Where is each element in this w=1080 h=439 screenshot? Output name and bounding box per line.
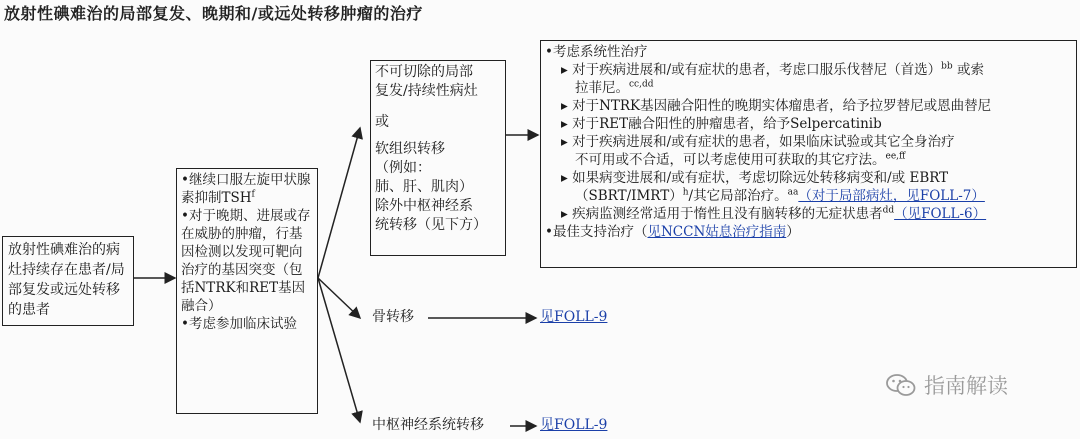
arrow-to-cns (318, 278, 360, 422)
treatment-item-other-therapy: ▸ 对于疾病进展和/或有症状的患者，如果临床试验或其它全身治疗 不可用或不合适，可以考虑使用可获取的其它疗法。$^{ee,ff}$ (561, 134, 955, 168)
treatment-supportive-care: •最佳支持治疗（见NCCN姑息治疗指南） (545, 224, 800, 240)
management-item-gene-testing: •对于晚期、进展或存在威胁的肿瘤，行基因检测以发现可靶向治疗的基因突变（包括NTRK和RET基因融合） (181, 208, 311, 314)
treatment-systemic-heading: •考虑系统性治疗 (545, 44, 648, 60)
triangle-bullet-icon: ▸ (561, 134, 568, 150)
triangle-bullet-icon: ▸ (561, 116, 568, 132)
page-title: 放射性碘难治的局部复发、晚期和/或远处转移肿瘤的治疗 (4, 4, 423, 23)
soft-tissue-line3: 肺、肝、肌肉） (375, 179, 473, 195)
treatment-item-lenvatinib: ▸ 对于疾病进展和/或有症状的患者，考虑口服乐伐替尼（首选）$^{bb}$ 或索 拉菲尼。$^{cc,dd}$ (561, 61, 984, 96)
foll7-link[interactable]: （对于局部病灶，见FOLL-7） (798, 188, 985, 204)
patient-box (2, 236, 134, 326)
arrow-to-unresectable (318, 128, 360, 278)
bone-foll9-link[interactable]: 见FOLL-9 (540, 309, 608, 325)
nccn-palliative-link[interactable]: 见NCCN姑息治疗指南 (647, 224, 787, 240)
soft-tissue-line4: 除外中枢神经系 (375, 198, 473, 214)
triangle-bullet-icon: ▸ (561, 98, 568, 114)
patient-box-text: 放射性碘难治的病灶持续存在患者/局部复发或远处转移的患者 (8, 242, 125, 318)
bone-metastasis-label: 骨转移 (372, 309, 414, 325)
foll6-link[interactable]: （见FOLL-6） (894, 206, 987, 222)
treatment-box (540, 40, 1077, 268)
footnote-f: f (251, 189, 255, 200)
cns-metastasis-label: 中枢神经系统转移 (372, 417, 484, 433)
treatment-item-surveillance: ▸ 疾病监测经常适用于惰性且没有脑转移的无症状患者$^{dd}$（见FOLL-6） (561, 205, 987, 222)
management-item-clinical-trial: •考虑参加临床试验 (181, 316, 297, 332)
treatment-item-ret: ▸ 对于RET融合阳性的肿瘤患者，给予Selpercatinib (561, 116, 882, 132)
watermark-text: 指南解读 (924, 374, 1008, 398)
triangle-bullet-icon: ▸ (561, 206, 568, 222)
soft-tissue-line5: 统转移（见下方） (375, 217, 487, 233)
unresectable-line2: 复发/持续性病灶 (375, 83, 478, 99)
treatment-item-ntrk: ▸ 对于NTRK基因融合阳性的晚期实体瘤患者，给予拉罗替尼或恩曲替尼 (561, 98, 992, 114)
unresectable-line1: 不可切除的局部 (375, 64, 473, 80)
soft-tissue-line2: （例如： (375, 160, 431, 176)
or-label: 或 (375, 114, 389, 130)
triangle-bullet-icon: ▸ (561, 170, 568, 186)
triangle-bullet-icon: ▸ (561, 62, 568, 78)
cns-foll9-link[interactable]: 见FOLL-9 (540, 417, 608, 433)
treatment-item-local-therapy: ▸ 如果病变进展和/或有症状，考虑切除远处转移病变和/或 EBRT （SBRT/IMRT）$^h$/其它局部治疗。$^{aa}$（对于局部病灶，见FOLL-7） (561, 170, 985, 204)
soft-tissue-line1: 软组织转移 (375, 141, 445, 157)
unresectable-box (370, 60, 506, 256)
management-item-tsh: •继续口服左旋甲状腺素抑制TSH$^f$ (181, 172, 311, 206)
management-box (176, 168, 318, 414)
watermark (886, 370, 1008, 400)
wechat-icon (886, 373, 916, 397)
